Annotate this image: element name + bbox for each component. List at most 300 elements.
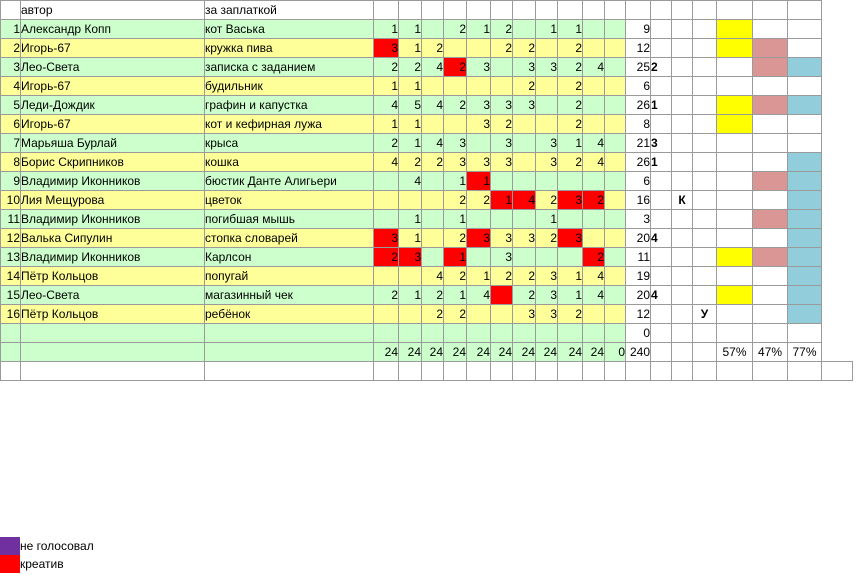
judge-mark-cell[interactable] <box>753 267 788 286</box>
item-cell[interactable]: кошка <box>205 153 374 172</box>
header-voter[interactable] <box>605 1 626 20</box>
author-cell[interactable]: Лео-Света <box>21 286 205 305</box>
row-number[interactable]: 14 <box>1 267 21 286</box>
total-cell[interactable]: 6 <box>626 77 651 96</box>
score-cell[interactable]: 3 <box>467 229 491 248</box>
creative-cell[interactable]: К <box>672 191 693 210</box>
score-cell[interactable]: 3 <box>491 96 513 115</box>
total-cell[interactable]: 12 <box>626 39 651 58</box>
score-cell[interactable] <box>467 134 491 153</box>
score-cell[interactable]: 2 <box>513 39 536 58</box>
total-cell[interactable]: 8 <box>626 115 651 134</box>
score-cell[interactable] <box>467 305 491 324</box>
judge-mark-cell[interactable] <box>753 20 788 39</box>
score-cell[interactable]: 1 <box>491 191 513 210</box>
item-cell[interactable]: будильник <box>205 77 374 96</box>
author-cell[interactable]: Игорь-67 <box>21 115 205 134</box>
score-cell[interactable]: 2 <box>491 20 513 39</box>
row-number[interactable]: 6 <box>1 115 21 134</box>
place-cell[interactable]: 3 <box>651 134 672 153</box>
score-cell[interactable] <box>422 172 444 191</box>
empty-cell[interactable] <box>693 362 717 381</box>
score-cell[interactable]: 1 <box>374 20 399 39</box>
row-number[interactable]: 10 <box>1 191 21 210</box>
author-cell[interactable]: Владимир Иконников <box>21 172 205 191</box>
score-cell[interactable] <box>422 77 444 96</box>
total-cell[interactable]: 19 <box>626 267 651 286</box>
place-cell[interactable] <box>651 267 672 286</box>
score-cell[interactable]: 2 <box>558 77 583 96</box>
judge-mark-cell[interactable] <box>788 58 822 77</box>
score-cell[interactable]: 2 <box>558 58 583 77</box>
score-cell[interactable]: 2 <box>422 153 444 172</box>
judge-mark-cell[interactable] <box>753 305 788 324</box>
item-cell[interactable]: стопка словарей <box>205 229 374 248</box>
score-cell[interactable]: 3 <box>467 153 491 172</box>
row-number[interactable]: 8 <box>1 153 21 172</box>
score-cell[interactable] <box>583 229 605 248</box>
header-voter[interactable] <box>467 1 491 20</box>
place-cell[interactable] <box>651 77 672 96</box>
place-cell[interactable]: 4 <box>651 229 672 248</box>
item-cell[interactable]: Карлсон <box>205 248 374 267</box>
score-cell[interactable] <box>583 39 605 58</box>
score-cell[interactable]: 4 <box>374 153 399 172</box>
score-cell[interactable] <box>374 267 399 286</box>
row-number[interactable]: 15 <box>1 286 21 305</box>
score-cell[interactable]: 1 <box>467 20 491 39</box>
empty-cell[interactable] <box>788 362 822 381</box>
score-cell[interactable] <box>491 77 513 96</box>
judge-mark-cell[interactable] <box>717 267 753 286</box>
score-cell[interactable] <box>536 172 558 191</box>
header-total[interactable] <box>626 1 651 20</box>
score-cell[interactable] <box>374 191 399 210</box>
sum-cell[interactable]: 24 <box>536 343 558 362</box>
extra-total-cell[interactable]: 0 <box>626 324 651 343</box>
row-number[interactable] <box>1 343 21 362</box>
row-number[interactable]: 9 <box>1 172 21 191</box>
score-cell[interactable]: 2 <box>422 286 444 305</box>
row-number[interactable]: 12 <box>1 229 21 248</box>
item-cell[interactable]: цветок <box>205 191 374 210</box>
empty-cell[interactable] <box>717 362 753 381</box>
score-cell[interactable]: 2 <box>583 191 605 210</box>
creative-cell[interactable] <box>672 153 693 172</box>
judge-mark-cell[interactable] <box>717 77 753 96</box>
score-cell[interactable] <box>513 153 536 172</box>
sum-cell[interactable]: 24 <box>374 343 399 362</box>
score-cell[interactable]: 2 <box>374 248 399 267</box>
empty-cell[interactable] <box>467 362 491 381</box>
row-number[interactable]: 1 <box>1 20 21 39</box>
judge-mark-cell[interactable] <box>753 210 788 229</box>
judge-mark-cell[interactable] <box>788 39 822 58</box>
creative-cell[interactable] <box>672 20 693 39</box>
score-cell[interactable]: 2 <box>444 229 467 248</box>
empty-cell[interactable] <box>651 343 672 362</box>
score-cell[interactable]: 3 <box>467 96 491 115</box>
author-cell[interactable]: Пётр Кольцов <box>21 267 205 286</box>
guessed-cell[interactable] <box>693 229 717 248</box>
percent-cell[interactable]: 77% <box>788 343 822 362</box>
judge-mark-cell[interactable] <box>753 77 788 96</box>
total-cell[interactable]: 12 <box>626 305 651 324</box>
guessed-cell[interactable] <box>693 286 717 305</box>
judge-mark-cell[interactable] <box>788 267 822 286</box>
score-cell[interactable]: 4 <box>583 153 605 172</box>
score-cell[interactable]: 5 <box>399 96 422 115</box>
author-cell[interactable]: Лео-Света <box>21 58 205 77</box>
score-cell[interactable]: 2 <box>513 267 536 286</box>
header-voter[interactable] <box>558 1 583 20</box>
score-cell[interactable] <box>422 20 444 39</box>
empty-cell[interactable] <box>651 362 672 381</box>
total-cell[interactable]: 20 <box>626 229 651 248</box>
score-cell[interactable] <box>558 210 583 229</box>
empty-cell[interactable] <box>21 362 205 381</box>
empty-cell[interactable] <box>422 362 444 381</box>
score-cell[interactable] <box>513 324 536 343</box>
score-cell[interactable]: 3 <box>536 267 558 286</box>
creative-cell[interactable] <box>672 77 693 96</box>
score-cell[interactable]: 4 <box>422 58 444 77</box>
score-cell[interactable] <box>513 210 536 229</box>
score-cell[interactable] <box>491 286 513 305</box>
total-cell[interactable]: 6 <box>626 172 651 191</box>
total-cell[interactable]: 26 <box>626 153 651 172</box>
empty-cell[interactable] <box>626 362 651 381</box>
score-cell[interactable]: 3 <box>374 39 399 58</box>
score-cell[interactable] <box>422 324 444 343</box>
judge-mark-cell[interactable] <box>753 191 788 210</box>
judge-mark-cell[interactable] <box>753 248 788 267</box>
item-cell[interactable]: кот и кефирная лужа <box>205 115 374 134</box>
score-cell[interactable]: 4 <box>513 191 536 210</box>
score-cell[interactable] <box>605 305 626 324</box>
header-place[interactable] <box>651 1 672 20</box>
score-cell[interactable]: 2 <box>374 58 399 77</box>
header-author[interactable]: автор <box>21 1 205 20</box>
guessed-cell[interactable] <box>693 96 717 115</box>
score-cell[interactable] <box>467 39 491 58</box>
empty-cell[interactable] <box>491 362 513 381</box>
header-index[interactable] <box>1 1 21 20</box>
total-cell[interactable]: 11 <box>626 248 651 267</box>
item-cell[interactable]: ребёнок <box>205 305 374 324</box>
place-cell[interactable] <box>651 210 672 229</box>
item-cell[interactable]: графин и капустка <box>205 96 374 115</box>
score-cell[interactable]: 3 <box>467 58 491 77</box>
guessed-cell[interactable] <box>693 153 717 172</box>
header-guessed[interactable] <box>693 1 717 20</box>
score-cell[interactable]: 3 <box>513 229 536 248</box>
score-cell[interactable] <box>491 305 513 324</box>
header-judge[interactable] <box>788 1 822 20</box>
score-cell[interactable] <box>536 115 558 134</box>
score-cell[interactable]: 1 <box>444 286 467 305</box>
row-number[interactable]: 16 <box>1 305 21 324</box>
empty-cell[interactable] <box>605 362 626 381</box>
header-judge[interactable] <box>753 1 788 20</box>
score-cell[interactable]: 4 <box>583 286 605 305</box>
score-cell[interactable]: 2 <box>422 305 444 324</box>
item-cell[interactable]: записка с заданием <box>205 58 374 77</box>
score-cell[interactable] <box>444 77 467 96</box>
score-cell[interactable] <box>467 248 491 267</box>
creative-cell[interactable] <box>672 229 693 248</box>
score-cell[interactable]: 1 <box>444 248 467 267</box>
creative-cell[interactable] <box>672 115 693 134</box>
total-cell[interactable]: 9 <box>626 20 651 39</box>
row-number[interactable]: 7 <box>1 134 21 153</box>
score-cell[interactable]: 2 <box>583 248 605 267</box>
judge-mark-cell[interactable] <box>717 58 753 77</box>
creative-cell[interactable] <box>672 134 693 153</box>
place-cell[interactable] <box>651 248 672 267</box>
author-cell[interactable]: Александр Копп <box>21 20 205 39</box>
score-cell[interactable]: 2 <box>558 305 583 324</box>
score-cell[interactable] <box>513 248 536 267</box>
judge-mark-cell[interactable] <box>788 305 822 324</box>
header-voter[interactable] <box>536 1 558 20</box>
empty-cell[interactable] <box>374 362 399 381</box>
judge-mark-cell[interactable] <box>788 229 822 248</box>
place-cell[interactable]: 1 <box>651 153 672 172</box>
score-cell[interactable]: 4 <box>374 96 399 115</box>
total-cell[interactable]: 26 <box>626 96 651 115</box>
score-cell[interactable] <box>605 134 626 153</box>
empty-cell[interactable] <box>672 324 693 343</box>
creative-cell[interactable] <box>672 58 693 77</box>
score-cell[interactable] <box>605 115 626 134</box>
score-cell[interactable] <box>605 324 626 343</box>
judge-mark-cell[interactable] <box>717 134 753 153</box>
row-number[interactable]: 4 <box>1 77 21 96</box>
score-cell[interactable] <box>491 324 513 343</box>
judge-mark-cell[interactable] <box>717 191 753 210</box>
score-cell[interactable]: 2 <box>399 58 422 77</box>
score-cell[interactable]: 2 <box>558 39 583 58</box>
total-cell[interactable]: 3 <box>626 210 651 229</box>
judge-mark-cell[interactable] <box>788 20 822 39</box>
header-voter[interactable] <box>491 1 513 20</box>
empty-cell[interactable] <box>693 343 717 362</box>
score-cell[interactable] <box>513 172 536 191</box>
guessed-cell[interactable] <box>693 210 717 229</box>
score-cell[interactable]: 2 <box>491 39 513 58</box>
judge-mark-cell[interactable] <box>753 172 788 191</box>
judge-mark-cell[interactable] <box>753 39 788 58</box>
score-cell[interactable] <box>491 58 513 77</box>
score-cell[interactable]: 2 <box>491 115 513 134</box>
score-cell[interactable] <box>444 115 467 134</box>
score-cell[interactable] <box>399 324 422 343</box>
score-cell[interactable]: 1 <box>399 20 422 39</box>
score-cell[interactable]: 3 <box>536 134 558 153</box>
score-cell[interactable]: 1 <box>399 134 422 153</box>
judge-mark-cell[interactable] <box>788 96 822 115</box>
score-cell[interactable] <box>536 77 558 96</box>
guessed-cell[interactable] <box>693 77 717 96</box>
score-cell[interactable]: 3 <box>491 229 513 248</box>
judge-mark-cell[interactable] <box>753 96 788 115</box>
item-cell[interactable] <box>205 343 374 362</box>
score-cell[interactable] <box>422 248 444 267</box>
score-cell[interactable] <box>513 115 536 134</box>
score-cell[interactable] <box>605 210 626 229</box>
item-cell[interactable]: попугай <box>205 267 374 286</box>
score-cell[interactable] <box>399 267 422 286</box>
score-cell[interactable] <box>583 115 605 134</box>
item-cell[interactable]: кружка пива <box>205 39 374 58</box>
score-cell[interactable]: 3 <box>444 134 467 153</box>
judge-mark-cell[interactable] <box>753 324 788 343</box>
score-cell[interactable]: 3 <box>491 248 513 267</box>
score-cell[interactable] <box>467 324 491 343</box>
score-cell[interactable] <box>444 39 467 58</box>
score-cell[interactable] <box>374 305 399 324</box>
score-cell[interactable]: 4 <box>583 267 605 286</box>
guessed-cell[interactable] <box>693 20 717 39</box>
creative-cell[interactable] <box>672 305 693 324</box>
score-cell[interactable]: 1 <box>399 210 422 229</box>
sum-cell[interactable]: 24 <box>444 343 467 362</box>
score-cell[interactable] <box>491 172 513 191</box>
score-cell[interactable]: 1 <box>558 286 583 305</box>
judge-mark-cell[interactable] <box>717 39 753 58</box>
header-voter[interactable] <box>422 1 444 20</box>
judge-mark-cell[interactable] <box>717 324 753 343</box>
score-cell[interactable] <box>399 191 422 210</box>
score-cell[interactable] <box>422 210 444 229</box>
score-cell[interactable]: 3 <box>374 229 399 248</box>
header-judge[interactable] <box>717 1 753 20</box>
guessed-cell[interactable] <box>693 39 717 58</box>
score-cell[interactable]: 1 <box>444 210 467 229</box>
score-cell[interactable] <box>536 39 558 58</box>
score-cell[interactable]: 2 <box>444 267 467 286</box>
score-cell[interactable]: 3 <box>558 229 583 248</box>
item-cell[interactable]: погибшая мышь <box>205 210 374 229</box>
score-cell[interactable]: 4 <box>399 172 422 191</box>
score-cell[interactable] <box>583 96 605 115</box>
score-cell[interactable]: 3 <box>536 286 558 305</box>
score-cell[interactable] <box>583 20 605 39</box>
score-cell[interactable]: 2 <box>513 286 536 305</box>
total-cell[interactable]: 25 <box>626 58 651 77</box>
score-cell[interactable] <box>605 248 626 267</box>
score-cell[interactable]: 3 <box>513 96 536 115</box>
header-voter[interactable] <box>444 1 467 20</box>
score-cell[interactable]: 4 <box>422 96 444 115</box>
score-cell[interactable] <box>605 172 626 191</box>
judge-mark-cell[interactable] <box>717 286 753 305</box>
score-cell[interactable] <box>605 39 626 58</box>
percent-cell[interactable]: 57% <box>717 343 753 362</box>
score-cell[interactable] <box>605 286 626 305</box>
score-cell[interactable] <box>605 153 626 172</box>
header-voter[interactable] <box>399 1 422 20</box>
sum-cell[interactable]: 24 <box>467 343 491 362</box>
judge-mark-cell[interactable] <box>788 191 822 210</box>
empty-cell[interactable] <box>1 362 21 381</box>
score-cell[interactable] <box>583 210 605 229</box>
judge-mark-cell[interactable] <box>717 20 753 39</box>
creative-cell[interactable] <box>672 39 693 58</box>
empty-cell[interactable] <box>205 362 374 381</box>
judge-mark-cell[interactable] <box>753 115 788 134</box>
score-cell[interactable]: 4 <box>583 134 605 153</box>
score-cell[interactable]: 2 <box>444 305 467 324</box>
judge-mark-cell[interactable] <box>717 172 753 191</box>
header-item[interactable]: за заплаткой <box>205 1 374 20</box>
guessed-cell[interactable] <box>693 58 717 77</box>
score-cell[interactable]: 2 <box>467 191 491 210</box>
sum-cell[interactable]: 24 <box>399 343 422 362</box>
author-cell[interactable]: Валька Сипулин <box>21 229 205 248</box>
score-cell[interactable]: 3 <box>536 153 558 172</box>
score-cell[interactable] <box>583 77 605 96</box>
score-cell[interactable] <box>558 172 583 191</box>
empty-cell[interactable] <box>672 362 693 381</box>
judge-mark-cell[interactable] <box>788 210 822 229</box>
score-cell[interactable]: 2 <box>444 58 467 77</box>
creative-cell[interactable] <box>672 210 693 229</box>
total-cell[interactable]: 16 <box>626 191 651 210</box>
score-cell[interactable]: 3 <box>513 305 536 324</box>
score-cell[interactable]: 1 <box>399 77 422 96</box>
score-cell[interactable] <box>374 324 399 343</box>
row-number[interactable]: 5 <box>1 96 21 115</box>
empty-cell[interactable] <box>536 362 558 381</box>
score-cell[interactable] <box>583 305 605 324</box>
score-cell[interactable]: 2 <box>422 39 444 58</box>
score-cell[interactable] <box>444 324 467 343</box>
judge-mark-cell[interactable] <box>753 58 788 77</box>
score-cell[interactable] <box>605 77 626 96</box>
score-cell[interactable]: 2 <box>399 153 422 172</box>
item-cell[interactable]: кот Васька <box>205 20 374 39</box>
score-cell[interactable]: 1 <box>467 267 491 286</box>
place-cell[interactable] <box>651 20 672 39</box>
empty-cell[interactable] <box>672 343 693 362</box>
score-cell[interactable]: 1 <box>558 134 583 153</box>
score-cell[interactable] <box>605 267 626 286</box>
judge-mark-cell[interactable] <box>788 115 822 134</box>
score-cell[interactable] <box>513 134 536 153</box>
judge-mark-cell[interactable] <box>788 172 822 191</box>
author-cell[interactable] <box>21 343 205 362</box>
author-cell[interactable] <box>21 324 205 343</box>
score-cell[interactable]: 3 <box>467 115 491 134</box>
score-cell[interactable] <box>467 77 491 96</box>
score-cell[interactable] <box>605 191 626 210</box>
score-cell[interactable] <box>605 229 626 248</box>
score-cell[interactable]: 1 <box>444 172 467 191</box>
score-cell[interactable] <box>491 210 513 229</box>
empty-cell[interactable] <box>399 362 422 381</box>
score-cell[interactable] <box>558 324 583 343</box>
judge-mark-cell[interactable] <box>753 134 788 153</box>
score-cell[interactable]: 1 <box>399 286 422 305</box>
score-cell[interactable] <box>422 229 444 248</box>
author-cell[interactable]: Игорь-67 <box>21 39 205 58</box>
score-cell[interactable]: 2 <box>374 286 399 305</box>
score-cell[interactable]: 1 <box>558 20 583 39</box>
creative-cell[interactable] <box>672 172 693 191</box>
judge-mark-cell[interactable] <box>717 210 753 229</box>
